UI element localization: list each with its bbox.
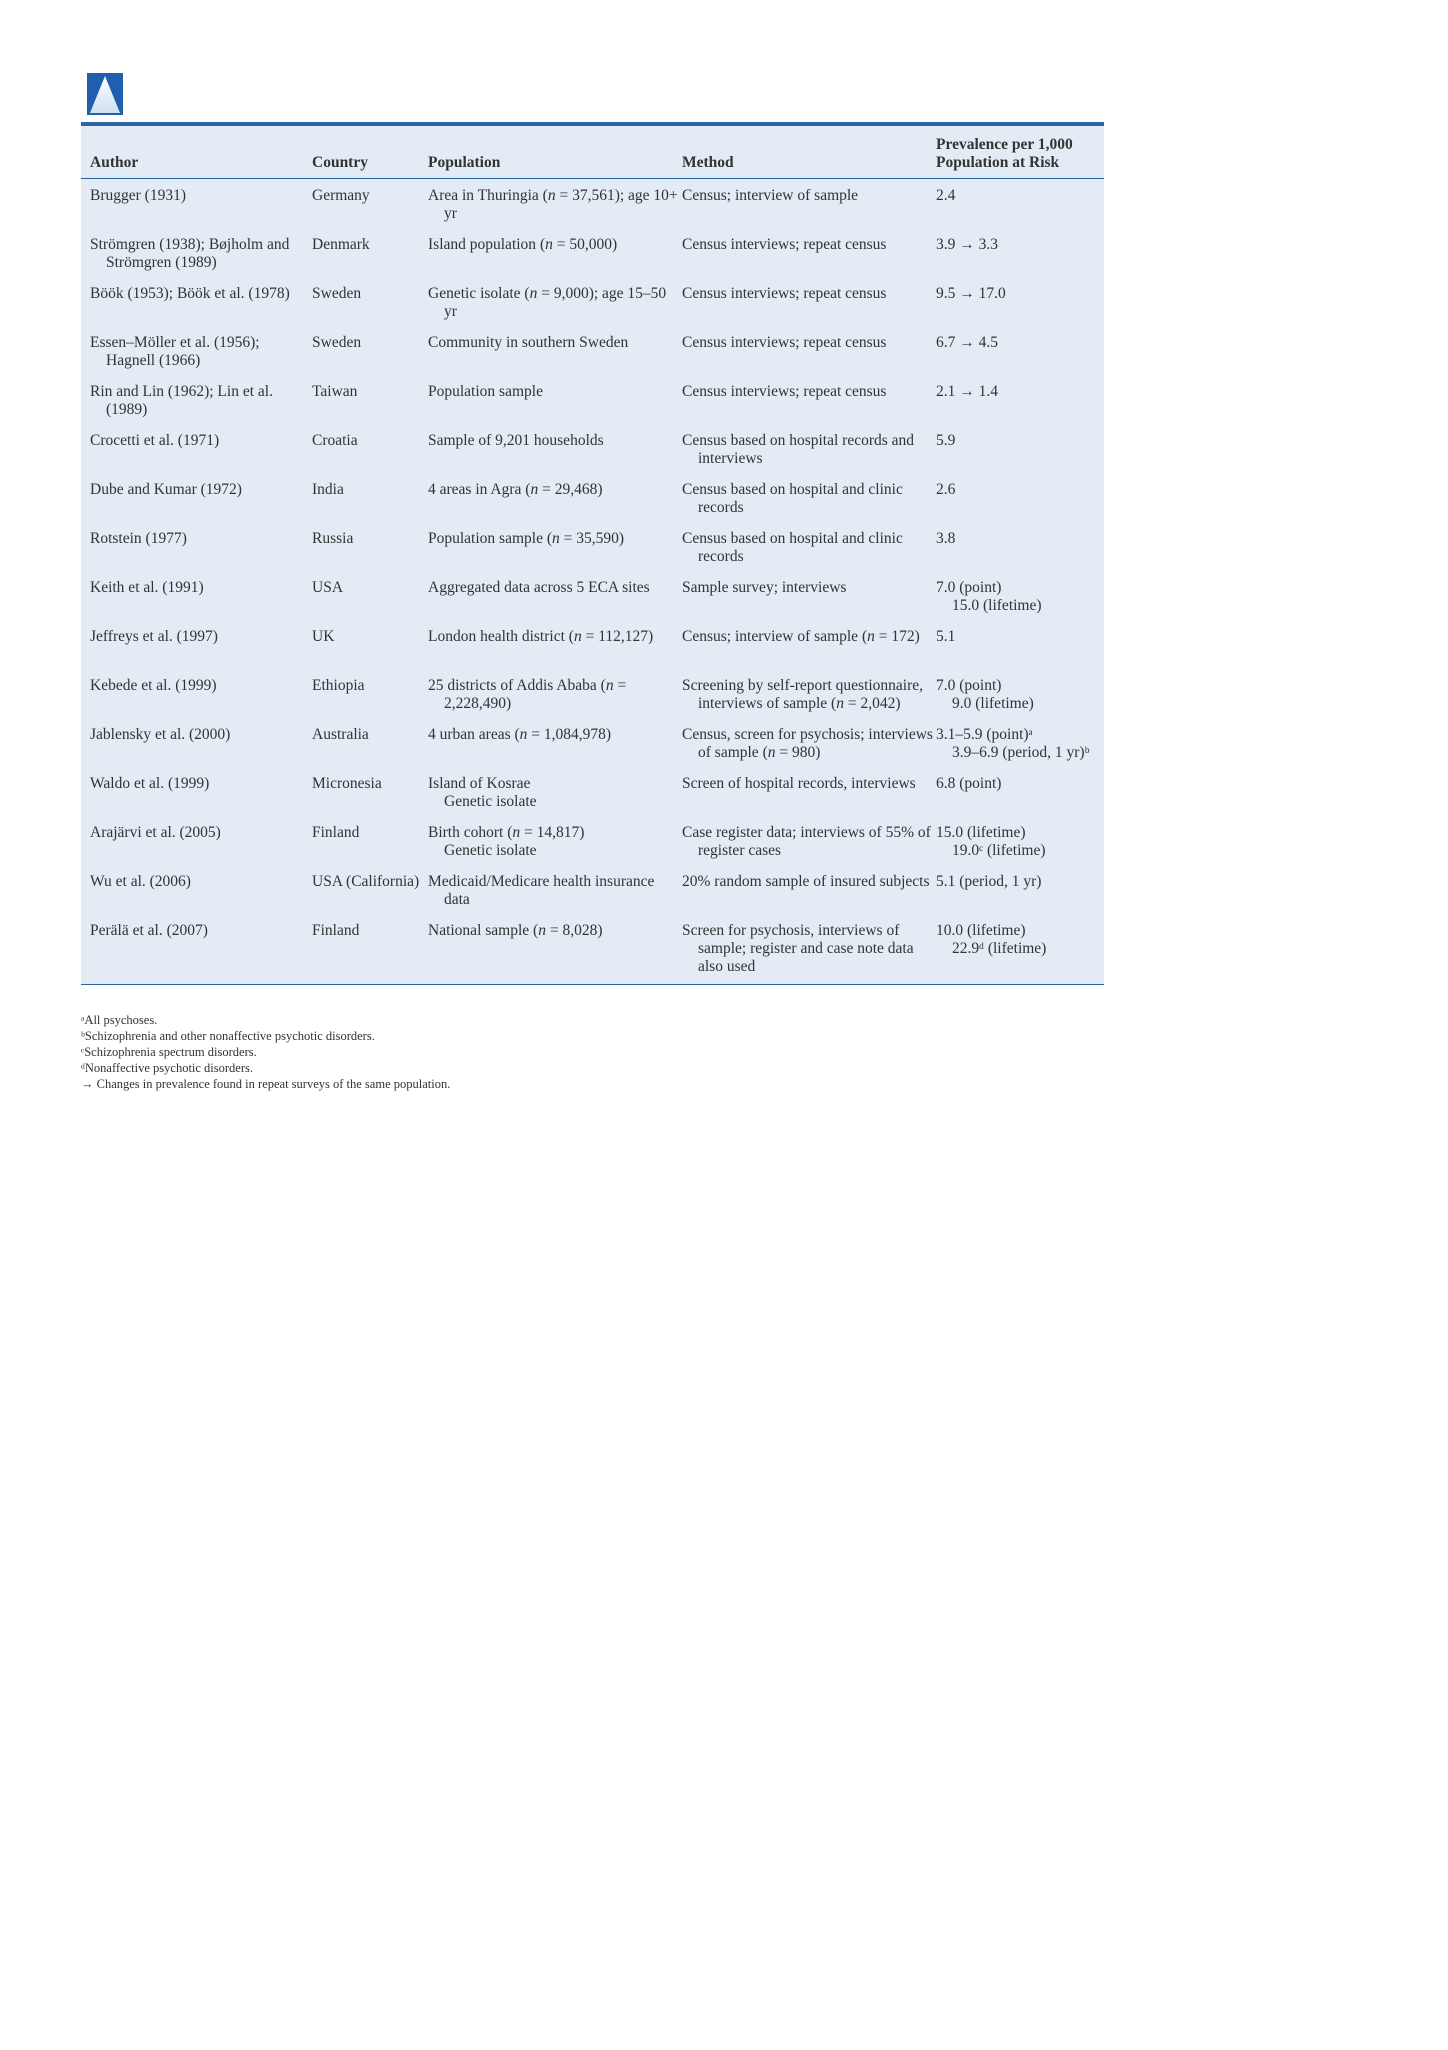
cell-country: Micronesia (312, 775, 382, 792)
cell-prevalence: 3.9 → 3.3 (936, 236, 998, 253)
cell-population: Area in Thuringia (n = 37,561); age 10+ yr (428, 187, 678, 222)
cell-population: 25 districts of Addis Ababa (n = 2,228,490) (428, 677, 627, 712)
cell-population: 4 urban areas (n = 1,084,978) (428, 726, 612, 743)
cell-country: USA (312, 579, 344, 596)
cell-author: Jablensky et al. (2000) (90, 726, 231, 743)
cell-population: Community in southern Sweden (428, 334, 629, 351)
cell-prevalence: 10.0 (lifetime) 22.9ᵈ (lifetime) (936, 914, 1104, 985)
footnote: ᵈNonaffective psychotic disorders. (81, 1061, 254, 1075)
cell-prevalence: 6.7 → 4.5 (936, 334, 998, 351)
cell-author: Dube and Kumar (1972) (90, 481, 242, 498)
cell-author: Arajärvi et al. (2005) (90, 824, 221, 841)
cell-method: Census based on hospital and clinic records (682, 481, 903, 516)
cell-prevalence: 5.1 (936, 628, 956, 645)
cell-method: Census interviews; repeat census (682, 383, 887, 400)
cell-author: Kebede et al. (1999) (90, 677, 217, 694)
cell-population: National sample (n = 8,028) (428, 914, 682, 985)
cell-method: 20% random sample of insured subjects (682, 873, 930, 890)
cell-population: London health district (n = 112,127) (428, 628, 654, 645)
cell-prevalence: 3.8 (936, 530, 956, 547)
cell-country: Russia (312, 530, 354, 547)
cell-prevalence: 2.6 (936, 481, 956, 498)
cell-population: Island of Kosrae Genetic isolate (428, 775, 537, 810)
table-header-row (81, 126, 1104, 179)
table-row (81, 571, 1104, 620)
cell-method: Census interviews; repeat census (682, 334, 887, 351)
table-row (81, 816, 1104, 865)
cell-country: Sweden (312, 285, 362, 302)
cell-population: Sample of 9,201 households (428, 432, 604, 449)
cell-method: Screening by self-report questionnaire, interviews of sample (n = 2,042) (682, 677, 924, 712)
cell-method: Case register data; interviews of 55% of register cases (682, 824, 931, 859)
cell-prevalence: 15.0 (lifetime) 19.0ᶜ (lifetime) (936, 824, 1046, 859)
table-row (81, 669, 1104, 718)
cell-country: Germany (312, 187, 370, 204)
cell-prevalence: 6.8 (point) (936, 775, 1002, 792)
table-row (81, 914, 1104, 985)
table-row (81, 375, 1104, 424)
prevalence-table-container (81, 122, 1104, 985)
header-prevalence: Prevalence per 1,000 Population at Risk (936, 126, 1104, 179)
table-row (81, 179, 1104, 229)
cell-author: Crocetti et al. (1971) (90, 432, 220, 449)
cell-method: Census, screen for psychosis; interviews of sample (n = 980) (682, 726, 933, 761)
cell-method: Census based on hospital and clinic records (682, 530, 903, 565)
cell-country: Croatia (312, 432, 358, 449)
cell-country: Taiwan (312, 383, 358, 400)
prevalence-table (81, 126, 1104, 985)
cell-author: Essen–Möller et al. (1956); Hagnell (1966) (90, 334, 260, 369)
table-row (81, 277, 1104, 326)
table-row (81, 473, 1104, 522)
cell-population: Population sample (428, 383, 543, 400)
table-row (81, 424, 1104, 473)
table-row (81, 326, 1104, 375)
cell-author: Böök (1953); Böök et al. (1978) (90, 285, 290, 302)
cell-country: Denmark (312, 236, 370, 253)
cell-method: Screen of hospital records, interviews (682, 775, 916, 792)
cell-author: Rin and Lin (1962); Lin et al. (1989) (90, 383, 273, 418)
cell-prevalence: 7.0 (point) 15.0 (lifetime) (936, 579, 1042, 614)
cell-author: Jeffreys et al. (1997) (90, 628, 218, 645)
cell-prevalence: 9.5 → 17.0 (936, 285, 1006, 302)
cell-method: Census interviews; repeat census (682, 285, 887, 302)
cell-prevalence: 5.1 (period, 1 yr) (936, 873, 1042, 890)
cell-author: Wu et al. (2006) (90, 873, 191, 890)
cell-method: Screen for psychosis, interviews of sample; register and case note data also used (682, 914, 936, 985)
cell-country: Australia (312, 726, 369, 743)
table-row (81, 767, 1104, 816)
table-row (81, 228, 1104, 277)
cell-population: Birth cohort (n = 14,817) Genetic isolate (428, 824, 585, 859)
cell-method: Census; interview of sample (n = 172) (682, 628, 920, 645)
cell-population: Island population (n = 50,000) (428, 236, 618, 253)
cell-author: Rotstein (1977) (90, 530, 187, 547)
footnote: ᵃAll psychoses. (81, 1013, 158, 1027)
cell-population: Aggregated data across 5 ECA sites (428, 579, 650, 596)
table-footnotes (81, 1012, 781, 1092)
cell-prevalence: 3.1–5.9 (point)ᵃ 3.9–6.9 (period, 1 yr)ᵇ (936, 726, 1090, 761)
cell-prevalence: 2.4 (936, 187, 956, 204)
cell-prevalence: 7.0 (point) 9.0 (lifetime) (936, 677, 1034, 712)
footnote: ᶜSchizophrenia spectrum disorders. (81, 1045, 257, 1059)
table-row (81, 865, 1104, 914)
cell-author: Strömgren (1938); Bøjholm and Strömgren (1989) (90, 236, 290, 271)
header-author: Author (81, 126, 312, 179)
table-row (81, 620, 1104, 669)
cell-author: Brugger (1931) (90, 187, 186, 204)
cell-method: Census; interview of sample (682, 187, 859, 204)
publisher-logo-icon (87, 73, 123, 115)
cell-country: Finland (312, 914, 428, 985)
cell-prevalence: 5.9 (936, 432, 956, 449)
cell-country: Sweden (312, 334, 362, 351)
footnote: ᵇSchizophrenia and other nonaffective psychotic disorders. (81, 1029, 375, 1043)
header-country: Country (312, 126, 428, 179)
footnote: → Changes in prevalence found in repeat surveys of the same population. (81, 1077, 451, 1091)
cell-country: India (312, 481, 344, 498)
table-row (81, 522, 1104, 571)
cell-prevalence: 2.1 → 1.4 (936, 383, 998, 400)
cell-population: Medicaid/Medicare health insurance data (428, 873, 655, 908)
cell-population: Genetic isolate (n = 9,000); age 15–50 yr (428, 285, 667, 320)
cell-method: Census based on hospital records and interviews (682, 432, 915, 467)
cell-country: Ethiopia (312, 677, 365, 694)
cell-country: Finland (312, 824, 360, 841)
cell-method: Sample survey; interviews (682, 579, 847, 596)
cell-country: USA (California) (312, 873, 420, 890)
cell-population: Population sample (n = 35,590) (428, 530, 625, 547)
header-population: Population (428, 126, 682, 179)
cell-author: Keith et al. (1991) (90, 579, 204, 596)
cell-author: Waldo et al. (1999) (90, 775, 210, 792)
cell-method: Census interviews; repeat census (682, 236, 887, 253)
cell-country: UK (312, 628, 335, 645)
cell-author: Perälä et al. (2007) (81, 914, 312, 985)
cell-population: 4 areas in Agra (n = 29,468) (428, 481, 603, 498)
header-method: Method (682, 126, 936, 179)
table-row (81, 718, 1104, 767)
